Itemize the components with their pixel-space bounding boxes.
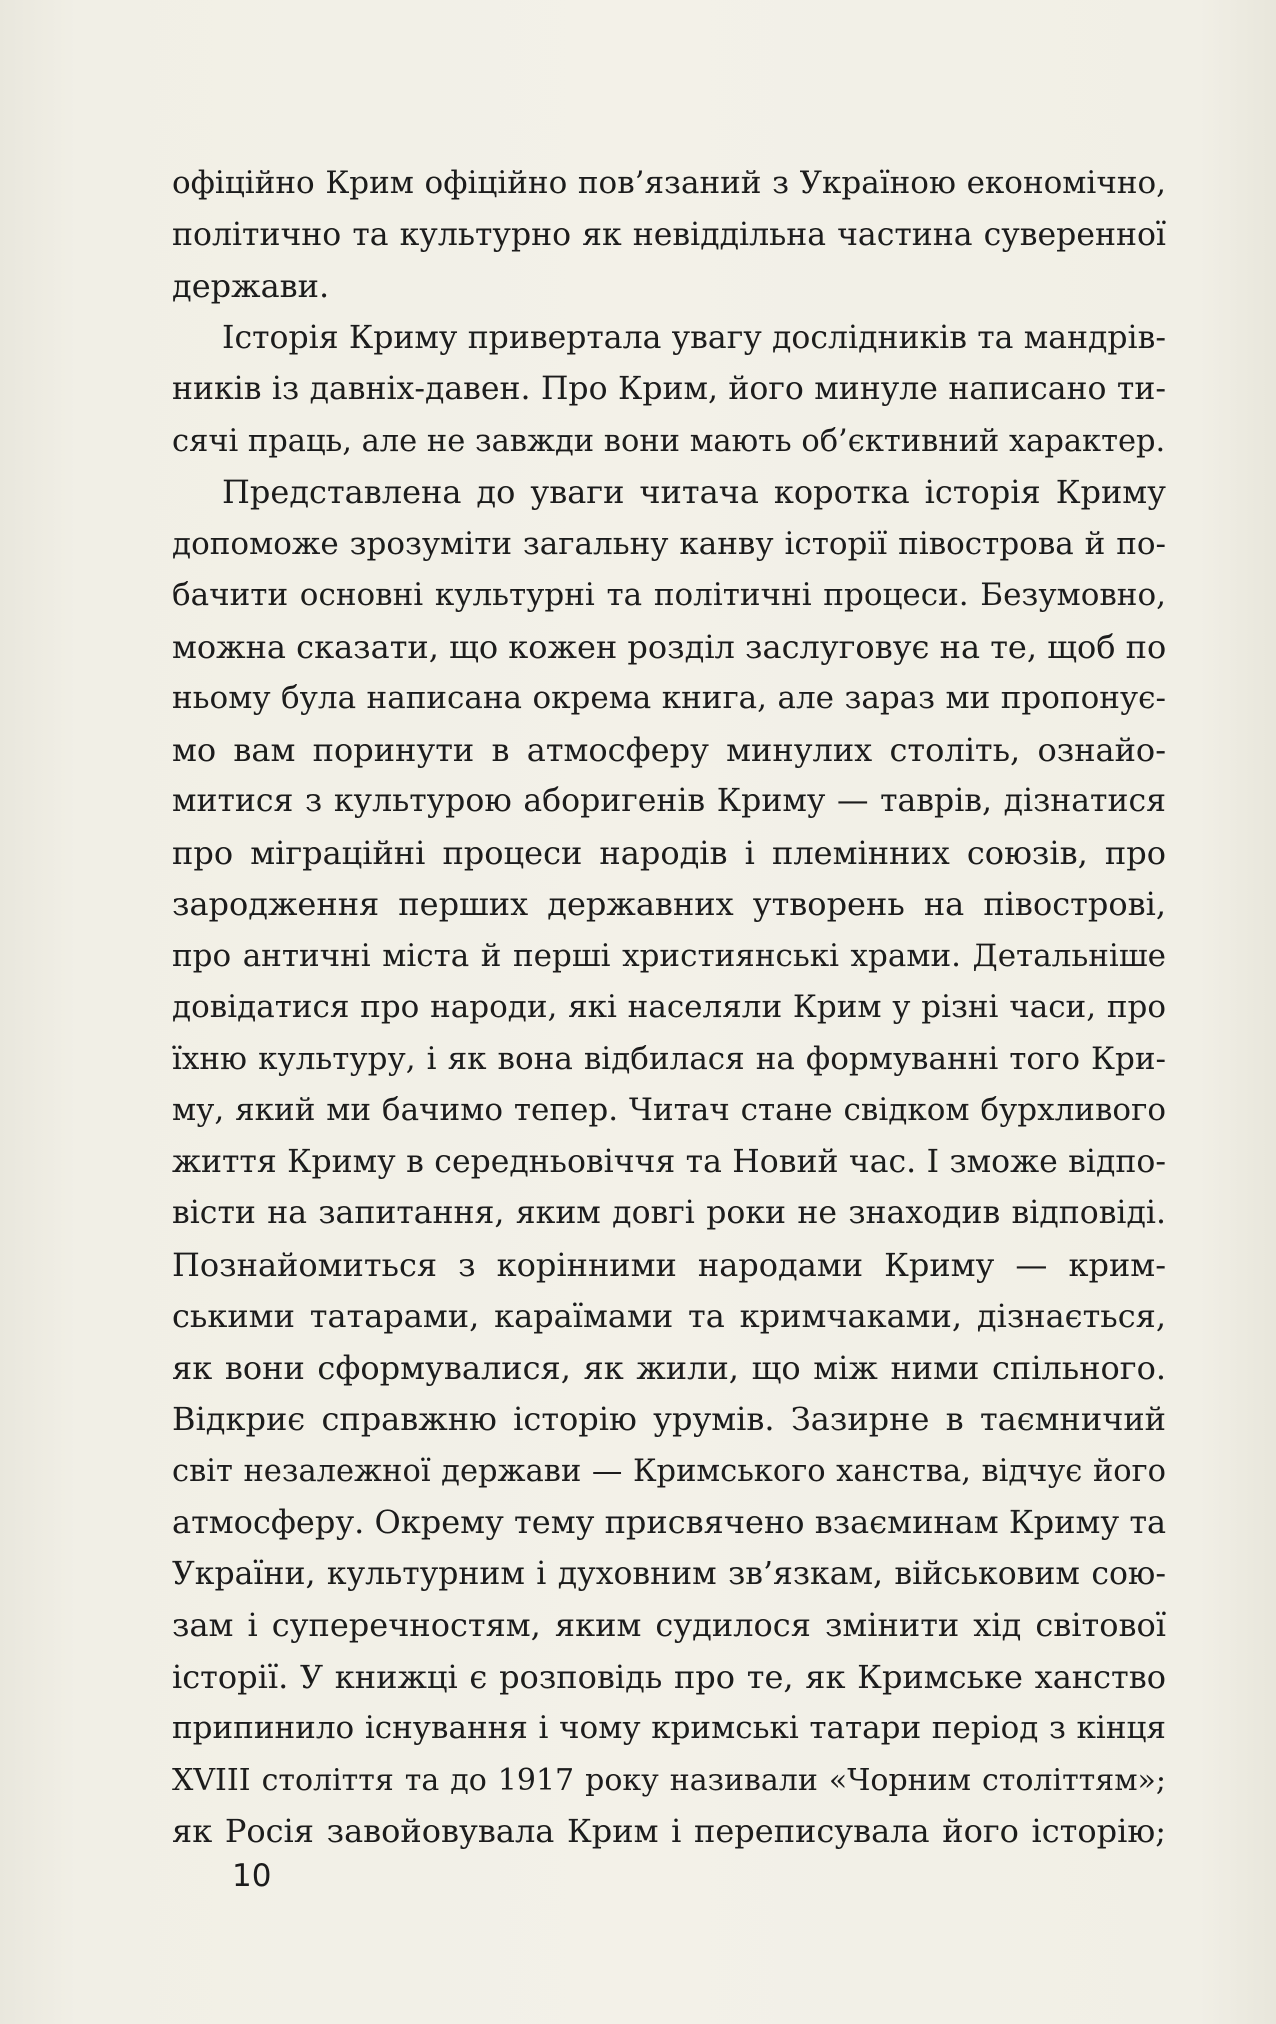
page-number: 10 bbox=[232, 1858, 272, 1894]
text-line: як Росія завойовувала Крим і переписувала його історію; bbox=[172, 1812, 1166, 1850]
text-line: ськими татарами, караїмами та кримчаками, дізнається, bbox=[172, 1297, 1166, 1335]
text-line: як вони сформувалися, як жили, що між ними спільного. bbox=[172, 1348, 1166, 1387]
text-line: про античні міста й перші християнські храми. Детальніше bbox=[172, 937, 1166, 974]
text-line: України, культурним і духовним зв’язкам, військовим сою- bbox=[172, 1555, 1166, 1592]
text-line: Відкриє справжню історію урумів. Зазирне в таємничий bbox=[172, 1400, 1166, 1438]
text-line: допоможе зрозуміти загальну канву історії півострова й по- bbox=[172, 525, 1166, 562]
text-line: атмосферу. Окрему тему присвячено взаєминам Криму та bbox=[172, 1503, 1167, 1541]
text-line: про міграційні процеси народів і племінних союзів, про bbox=[172, 833, 1166, 872]
text-line: сячі праць, але не завжди вони мають об’єктивний характер. bbox=[172, 423, 1166, 459]
text-line: Познайомиться з корінними народами Криму — крим- bbox=[172, 1245, 1166, 1284]
text-line: Історія Криму привертала увагу дослідників та мандрів- bbox=[222, 319, 1166, 356]
text-line: їхню культуру, і як вона відбилася на формуванні того Кри- bbox=[172, 1040, 1166, 1077]
text-line: ників із давніх-давен. Про Крим, його минуле написано ти- bbox=[172, 371, 1166, 407]
text-line: вісти на запитання, яким довгі роки не знаходив відповіді. bbox=[172, 1195, 1166, 1231]
text-line: ньому була написана окрема книга, але зараз ми пропонує- bbox=[172, 680, 1166, 716]
text-line: XVIII століття та до 1917 року називали «Чорним століттям»; bbox=[172, 1762, 1166, 1798]
text-line: Представлена до уваги читача коротка історія Криму bbox=[222, 473, 1166, 511]
text-line: мо вам поринути в атмосферу минулих століть, ознайо- bbox=[172, 730, 1166, 769]
text-line: митися з культурою аборигенів Криму — таврів, дізнатися bbox=[172, 783, 1166, 819]
body-text bbox=[172, 158, 1166, 1858]
text-line: му, який ми бачимо тепер. Читач стане свідком бурхливого bbox=[172, 1092, 1166, 1128]
text-line: світ незалежної держави — Кримського ханства, відчує його bbox=[172, 1453, 1166, 1489]
text-line: офіційно Крим офіційно пов’язаний з Україною економічно, bbox=[172, 165, 1166, 201]
text-line: припинило існування і чому кримські татари період з кінця bbox=[172, 1710, 1166, 1746]
text-line: можна сказати, що кожен розділ заслуговує на те, щоб по bbox=[172, 627, 1167, 666]
text-line: історії. У книжці є розповідь про те, як Кримське ханство bbox=[172, 1657, 1166, 1696]
text-line: життя Криму в середньовіччя та Новий час. І зможе відпо- bbox=[172, 1143, 1166, 1180]
text-line: бачити основні культурні та політичні процеси. Безумовно, bbox=[172, 577, 1166, 613]
text-line: довідатися про народи, які населяли Крим у різні часи, про bbox=[172, 989, 1166, 1025]
text-line: політично та культурно як невіддільна частина суверенної bbox=[172, 216, 1166, 253]
text-line: держави. bbox=[172, 267, 330, 305]
text-line: зародження перших державних утворень на півострові, bbox=[172, 885, 1166, 923]
text-line: зам і суперечностям, яким судилося змінити хід світової bbox=[172, 1606, 1166, 1644]
